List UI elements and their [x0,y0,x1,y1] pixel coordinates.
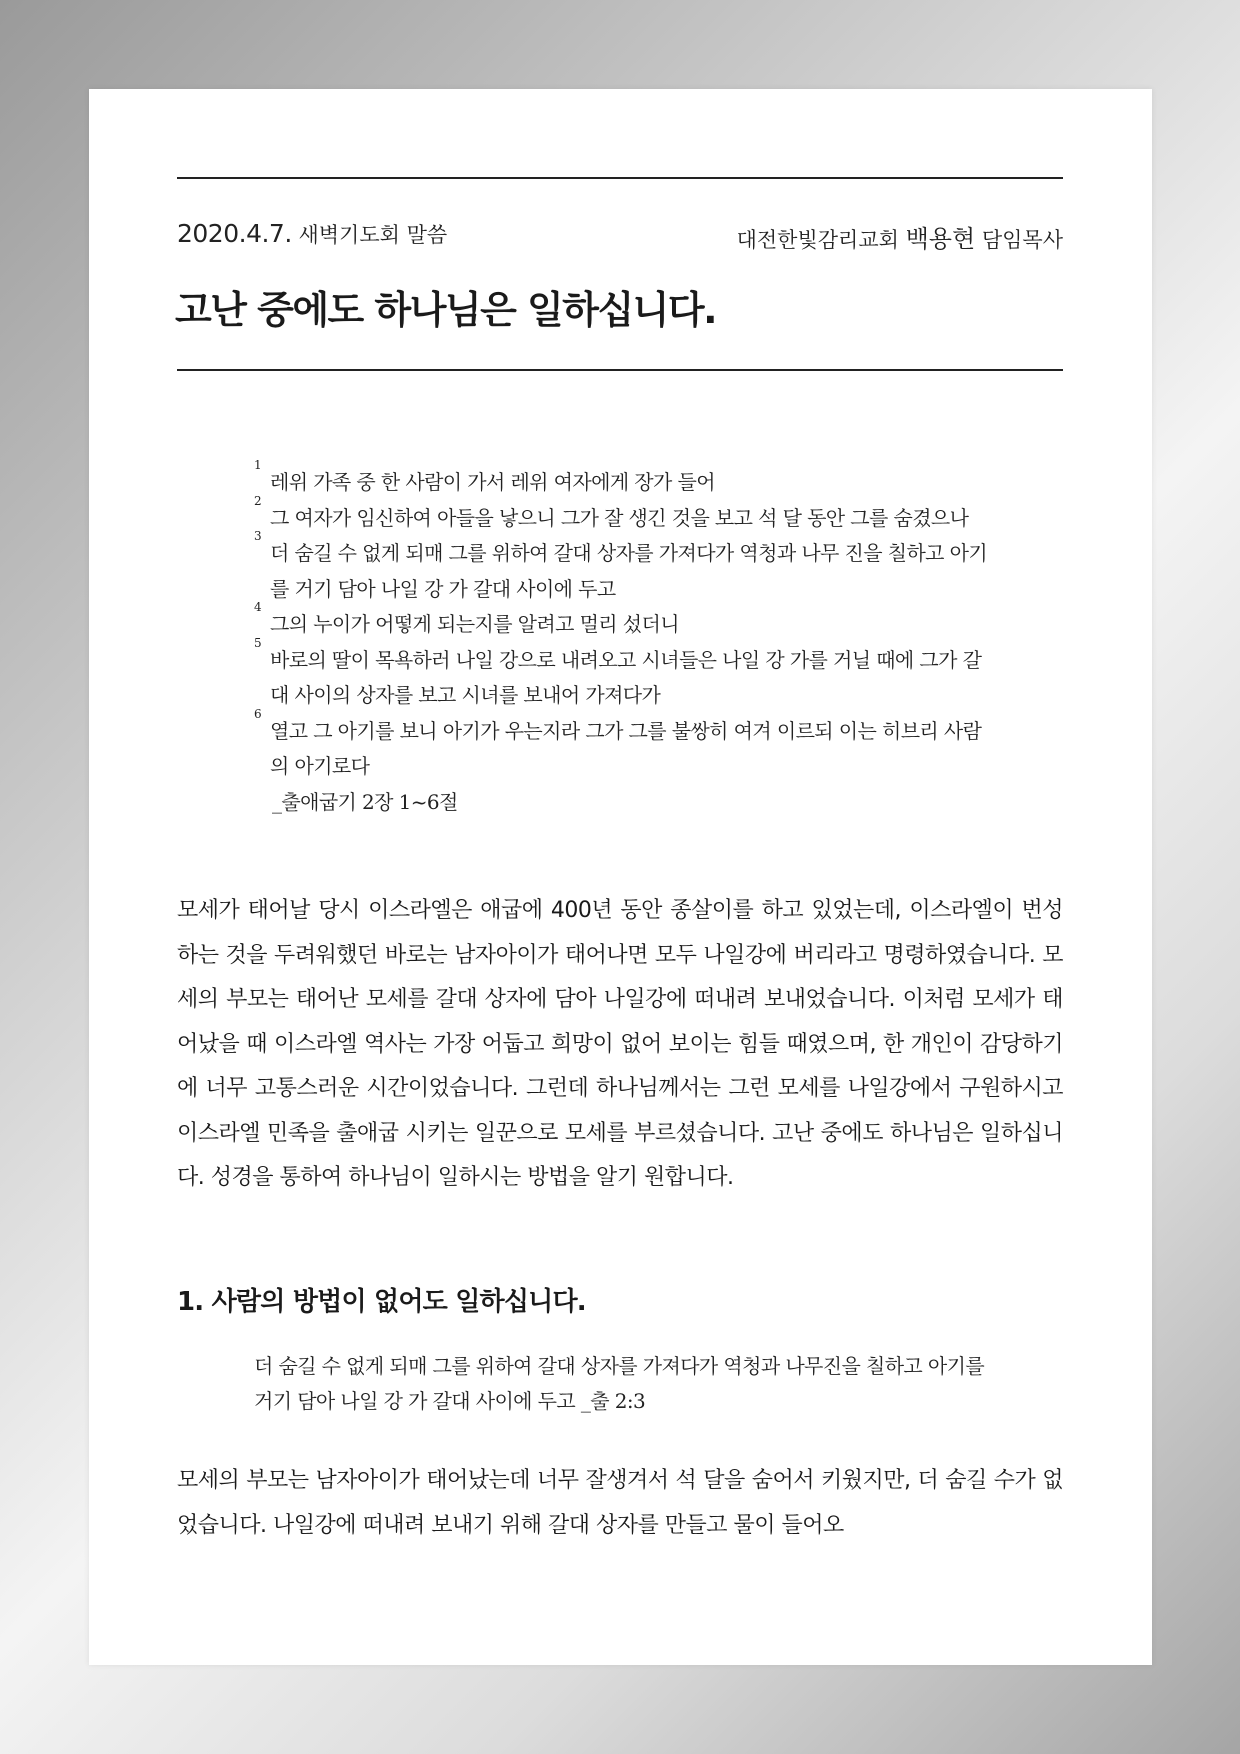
verse-text: 레위 가족 중 한 사람이 가서 레위 여자에게 장가 들어 [270,470,715,494]
verse-text: 그의 누이가 어떻게 되는지를 알려고 멀리 섰더니 [270,612,679,636]
verse-number: 1 [254,458,262,472]
verse-text: 더 숨길 수 없게 되매 그를 위하여 갈대 상자를 가져다가 역청과 나무 진을 칠하고 아기를 거기 담아 나일 강 가 갈대 사이에 두고 [270,541,988,601]
verse-text: 바로의 딸이 목욕하러 나일 강으로 내려오고 시녀들은 나일 강 가를 거닐 때에 그가 갈대 사이의 상자를 보고 시녀를 보내어 가져다가 [270,647,982,707]
verse [254,635,994,714]
section-heading: 1. 사람의 방법이 없어도 일하십니다. [177,1287,586,1317]
sermon-title: 고난 중에도 하나님은 일하십니다. [175,288,717,332]
scripture-passage [254,458,994,820]
verse-text: 그 여자가 임신하여 아들을 낳으니 그가 잘 생긴 것을 보고 석 달 동안 그를 숨겼으나 [270,505,969,530]
church-name: 대전한빛감리교회 [736,228,899,252]
verse [254,529,994,607]
scripture-reference: _출애굽기 2장 1~6절 [272,789,458,814]
service-info [177,219,447,249]
verse [254,600,994,643]
document-page [89,89,1152,1665]
verse [254,493,994,537]
verse [254,458,994,501]
top-rule [177,177,1063,179]
verse-text: 열고 그 아기를 보니 아기가 우는지라 그가 그를 불쌍히 여겨 이르되 이는 히브리 사람의 아기로다 [270,718,982,778]
pastor-title: 담임목사 [981,228,1063,252]
header [177,219,1063,251]
bottom-rule [177,369,1063,371]
verse-number: 2 [254,493,262,508]
service-name: 새벽기도회 말씀 [298,223,448,247]
section-paragraph: 모세의 부모는 남자아이가 태어났는데 너무 잘생겨서 석 달을 숨어서 키웠지만, 더 숨길 수가 없었습니다. 나일강에 떠내려 보내기 위해 갈대 상자를 만들고 물이 들어오 [177,1468,1063,1538]
preacher-info [737,219,1063,254]
pastor-name: 백용현 [905,225,976,253]
verse-number: 6 [254,706,262,721]
intro-paragraph: 모세가 태어날 당시 이스라엘은 애굽에 400년 동안 종살이를 하고 있었는데, 이스라엘이 번성하는 것을 두려워했던 바로는 남자아이가 태어나면 모두 나일강에 버리라고 명령하였습니다. 모세의 부모는 태어난 모세를 갈대 상자에 담아 나일강에 떠내려 보내었습니다. 이처럼 모세가 태어났을 때 이스라엘 역사는 가장 어둡고 희망이 없어 보이는 힘들 때였으며, 한 개인이 감당하기에 너무 고통스러운 시간이었습니다. 그런데 하나님께서는 그런 모세를 나일강에서 구원하시고 이스라엘 민족을 출애굽 시키는 일꾼으로 모세를 부르셨습니다. 고난 중에도 하나님은 일하십니다. 성경을 통하여 하나님이 일하시는 방법을 알기 원합니다. [177,898,1063,1190]
verse [254,706,994,785]
service-date: 2020.4.7. [177,219,292,248]
verse-number: 5 [254,635,262,650]
section-quote: 더 숨길 수 없게 되매 그를 위하여 갈대 상자를 가져다가 역청과 나무진을 칠하고 아기를 거기 담아 나일 강 가 갈대 사이에 두고 _출 2:3 [254,1354,985,1413]
verse-number: 4 [254,600,262,614]
verse-number: 3 [254,529,262,543]
